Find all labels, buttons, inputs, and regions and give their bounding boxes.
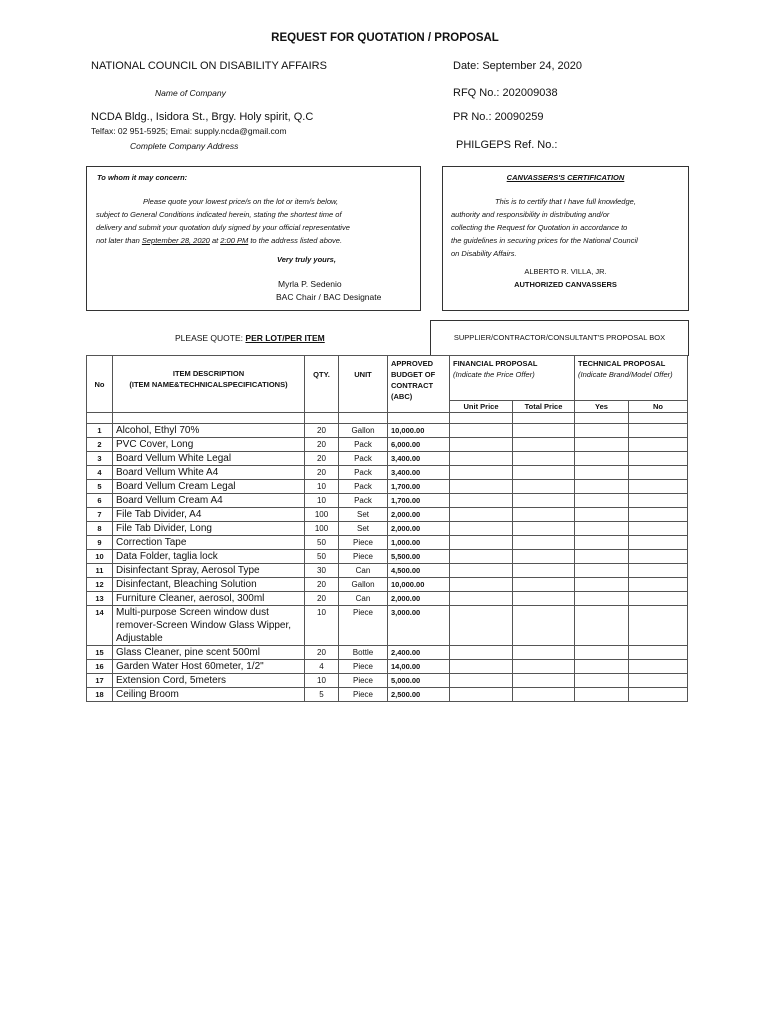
canvasser-name: ALBERTO R. VILLA, JR. [524,267,607,276]
item-abc: 1,700.00 [388,480,450,494]
item-unit: Can [339,564,388,578]
item-abc: 3,400.00 [388,452,450,466]
letter-signatory: Myrla P. Sedenio [278,279,342,289]
item-no: 10 [87,550,113,564]
header-unit: UNIT [339,356,388,413]
no-cell[interactable] [629,452,688,466]
item-no: 1 [87,424,113,438]
item-unit: Piece [339,550,388,564]
no-cell[interactable] [629,564,688,578]
item-qty: 20 [305,424,339,438]
yes-cell[interactable] [575,688,629,702]
item-abc: 2,400.00 [388,646,450,660]
item-unit: Piece [339,674,388,688]
item-no: 7 [87,508,113,522]
header-total-price: Total Price [513,401,575,413]
total-price-cell[interactable] [513,424,575,438]
item-unit: Pack [339,452,388,466]
item-no: 11 [87,564,113,578]
item-qty: 20 [305,592,339,606]
item-qty: 20 [305,578,339,592]
item-qty: 20 [305,438,339,452]
item-abc: 10,000.00 [388,578,450,592]
total-price-cell[interactable] [513,564,575,578]
rfq-date: Date: September 24, 2020 [453,60,583,72]
yes-cell[interactable] [575,564,629,578]
unit-price-cell[interactable] [450,592,513,606]
item-qty: 50 [305,550,339,564]
table-row [87,438,688,452]
item-description: Board Vellum White A4 [113,466,305,480]
unit-price-cell[interactable] [450,674,513,688]
table-row [87,536,688,550]
unit-price-cell[interactable] [450,550,513,564]
item-unit: Can [339,592,388,606]
total-price-cell[interactable] [513,480,575,494]
unit-price-cell[interactable] [450,452,513,466]
item-unit: Piece [339,606,388,646]
item-qty: 100 [305,522,339,536]
item-unit: Pack [339,494,388,508]
total-price-cell[interactable] [513,452,575,466]
yes-cell[interactable] [575,550,629,564]
no-cell[interactable] [629,550,688,564]
item-description: Furniture Cleaner, aerosol, 300ml [113,592,305,606]
yes-cell[interactable] [575,508,629,522]
item-unit: Gallon [339,578,388,592]
item-unit: Pack [339,438,388,452]
item-no: 5 [87,480,113,494]
company-address: NCDA Bldg., Isidora St., Brgy. Holy spirit, Q.C [91,111,314,123]
total-price-cell[interactable] [513,688,575,702]
header-no: No [87,356,113,413]
no-cell[interactable] [629,578,688,592]
deadline-time: 2:00 PM [220,236,249,245]
total-price-cell[interactable] [513,660,575,674]
item-no: 6 [87,494,113,508]
no-cell[interactable] [629,466,688,480]
item-abc: 2,000.00 [388,508,450,522]
table-row [87,688,688,702]
item-qty: 20 [305,646,339,660]
unit-price-cell[interactable] [450,424,513,438]
item-abc: 3,400.00 [388,466,450,480]
item-description: File Tab Divider, A4 [113,508,305,522]
rfq-number: RFQ No.: 202009038 [453,87,558,99]
letter-closing: Very truly yours, [277,255,336,264]
item-no: 12 [87,578,113,592]
table-row [87,522,688,536]
unit-price-cell[interactable] [450,466,513,480]
item-no: 9 [87,536,113,550]
letter-line-2: subject to General Conditions indicated herein, stating the shortest time of [96,210,342,219]
item-description: Board Vellum Cream Legal [113,480,305,494]
philgeps-ref: PHILGEPS Ref. No.: [456,139,558,151]
unit-price-cell[interactable] [450,660,513,674]
yes-cell[interactable] [575,646,629,660]
item-description: Correction Tape [113,536,305,550]
item-description: File Tab Divider, Long [113,522,305,536]
item-abc: 4,500.00 [388,564,450,578]
item-no: 16 [87,660,113,674]
no-cell[interactable] [629,536,688,550]
total-price-cell[interactable] [513,646,575,660]
table-row [87,674,688,688]
cert-line-5: on Disability Affairs. [451,249,517,258]
item-description: Alcohol, Ethyl 70% [113,424,305,438]
letter-salutation: To whom it may concern: [97,173,188,182]
canvasser-role: AUTHORIZED CANVASSERS [514,280,617,289]
yes-cell[interactable] [575,494,629,508]
unit-price-cell[interactable] [450,646,513,660]
item-description: Disinfectant Spray, Aerosol Type [113,564,305,578]
yes-cell[interactable] [575,578,629,592]
letter-line-3: delivery and submit your quotation duly signed by your official representative [96,223,350,232]
table-row [87,550,688,564]
no-cell[interactable] [629,606,688,646]
unit-price-cell[interactable] [450,578,513,592]
table-row [87,646,688,660]
table-row [87,578,688,592]
item-qty: 4 [305,660,339,674]
item-abc: 14,00.00 [388,660,450,674]
item-abc: 6,000.00 [388,438,450,452]
item-description: Disinfectant, Bleaching Solution [113,578,305,592]
letter-body [96,195,416,247]
item-qty: 10 [305,606,339,646]
table-row [87,452,688,466]
item-no: 13 [87,592,113,606]
total-price-cell[interactable] [513,494,575,508]
item-description: Data Folder, taglia lock [113,550,305,564]
item-description: Extension Cord, 5meters [113,674,305,688]
yes-cell[interactable] [575,606,629,646]
certification-box [442,166,689,311]
item-no: 8 [87,522,113,536]
cert-line-2: authority and responsibility in distributing and/or [451,210,610,219]
quote-mode: PER LOT/PER ITEM [245,333,325,343]
deadline-date: September 28, 2020 [141,236,210,245]
item-no: 4 [87,466,113,480]
item-no: 18 [87,688,113,702]
no-cell[interactable] [629,480,688,494]
unit-price-cell[interactable] [450,536,513,550]
unit-price-cell[interactable] [450,606,513,646]
item-abc: 2,000.00 [388,522,450,536]
header-yes: Yes [575,401,629,413]
item-description: Ceiling Broom [113,688,305,702]
table-row [87,660,688,674]
item-abc: 5,000.00 [388,674,450,688]
table-row [87,480,688,494]
item-unit: Set [339,522,388,536]
item-unit: Piece [339,536,388,550]
total-price-cell[interactable] [513,466,575,480]
item-abc: 5,500.00 [388,550,450,564]
item-no: 2 [87,438,113,452]
item-qty: 10 [305,494,339,508]
item-qty: 10 [305,480,339,494]
item-unit: Pack [339,480,388,494]
pr-number: PR No.: 20090259 [453,111,544,123]
company-contact: Telfax: 02 951-5925; Emai: supply.ncda@gmail.com [91,126,287,136]
letter-line-1: Please quote your lowest price/s on the lot or item/s below, [143,197,339,206]
item-unit: Gallon [339,424,388,438]
no-cell[interactable] [629,674,688,688]
item-qty: 50 [305,536,339,550]
total-price-cell[interactable] [513,592,575,606]
letter-signatory-title: BAC Chair / BAC Designate [276,292,382,302]
proposal-box: SUPPLIER/CONTRACTOR/CONSULTANT'S PROPOSAL BOX [430,320,689,356]
yes-cell[interactable] [575,480,629,494]
yes-cell[interactable] [575,592,629,606]
item-abc: 1,700.00 [388,494,450,508]
table-row [87,592,688,606]
company-name: NATIONAL COUNCIL ON DISABILITY AFFAIRS [91,60,327,72]
item-unit: Piece [339,660,388,674]
header-no-col: No [629,401,688,413]
item-no: 15 [87,646,113,660]
yes-cell[interactable] [575,674,629,688]
no-cell[interactable] [629,424,688,438]
unit-price-cell[interactable] [450,480,513,494]
letter-line-4: not later than September 28, 2020 at 2:00 PM to the address listed above. [96,236,343,245]
item-description: Glass Cleaner, pine scent 500ml [113,646,305,660]
yes-cell[interactable] [575,536,629,550]
item-no: 14 [87,606,113,646]
header-qty: QTY. [305,356,339,413]
yes-cell[interactable] [575,424,629,438]
no-cell[interactable] [629,646,688,660]
certification-body [451,195,687,260]
no-cell[interactable] [629,508,688,522]
table-row [87,606,688,646]
table-row [87,508,688,522]
table-row [87,494,688,508]
table-row [87,466,688,480]
header-technical: TECHNICAL PROPOSAL (Indicate Brand/Model Offer) [575,356,688,401]
total-price-cell[interactable] [513,508,575,522]
item-qty: 20 [305,466,339,480]
unit-price-cell[interactable] [450,564,513,578]
yes-cell[interactable] [575,660,629,674]
yes-cell[interactable] [575,466,629,480]
no-cell[interactable] [629,494,688,508]
cert-line-3: collecting the Request for Quotation in accordance to [451,223,628,232]
header-financial: FINANCIAL PROPOSAL (Indicate the Price Offer) [450,356,575,401]
item-no: 17 [87,674,113,688]
yes-cell[interactable] [575,452,629,466]
item-qty: 5 [305,688,339,702]
cert-line-1: This is to certify that I have full knowledge, [495,197,636,206]
cert-line-4: the guidelines in securing prices for the National Council [451,236,638,245]
item-description: PVC Cover, Long [113,438,305,452]
item-abc: 3,000.00 [388,606,450,646]
item-qty: 20 [305,452,339,466]
total-price-cell[interactable] [513,536,575,550]
total-price-cell[interactable] [513,550,575,564]
total-price-cell[interactable] [513,438,575,452]
item-unit: Pack [339,466,388,480]
total-price-cell[interactable] [513,578,575,592]
table-row [87,564,688,578]
item-no: 3 [87,452,113,466]
item-qty: 100 [305,508,339,522]
no-cell[interactable] [629,688,688,702]
item-unit: Bottle [339,646,388,660]
item-abc: 2,000.00 [388,592,450,606]
item-description: Multi-purpose Screen window dust remover-Screen Window Glass Wipper, Adjustable [113,606,305,646]
header-description: ITEM DESCRIPTION (ITEM NAME&TECHNICALSPECIFICATIONS) [113,356,305,413]
item-description: Board Vellum Cream A4 [113,494,305,508]
item-qty: 30 [305,564,339,578]
company-name-caption: Name of Company [155,88,226,98]
letter-box [86,166,421,311]
no-cell[interactable] [629,522,688,536]
unit-price-cell[interactable] [450,522,513,536]
no-cell[interactable] [629,438,688,452]
item-abc: 10,000.00 [388,424,450,438]
spacer-row [87,413,688,424]
header-unit-price: Unit Price [450,401,513,413]
no-cell[interactable] [629,660,688,674]
item-rows [87,424,688,702]
item-abc: 2,500.00 [388,688,450,702]
quote-label-line [175,333,325,343]
unit-price-cell[interactable] [450,688,513,702]
no-cell[interactable] [629,592,688,606]
certification-heading: CANVASSERS'S CERTIFICATION [506,173,625,182]
yes-cell[interactable] [575,522,629,536]
header-abc: APPROVED BUDGET OF CONTRACT (ABC) [388,356,450,413]
item-description: Board Vellum White Legal [113,452,305,466]
items-table [86,355,688,702]
total-price-cell[interactable] [513,674,575,688]
item-unit: Piece [339,688,388,702]
table-row [87,424,688,438]
yes-cell[interactable] [575,438,629,452]
unit-price-cell[interactable] [450,438,513,452]
item-unit: Set [339,508,388,522]
total-price-cell[interactable] [513,606,575,646]
unit-price-cell[interactable] [450,494,513,508]
item-description: Garden Water Host 60meter, 1/2" [113,660,305,674]
item-qty: 10 [305,674,339,688]
company-address-caption: Complete Company Address [130,141,239,151]
document-title: REQUEST FOR QUOTATION / PROPOSAL [271,32,499,44]
item-abc: 1,000.00 [388,536,450,550]
total-price-cell[interactable] [513,522,575,536]
quote-label: PLEASE QUOTE: [175,333,244,343]
unit-price-cell[interactable] [450,508,513,522]
